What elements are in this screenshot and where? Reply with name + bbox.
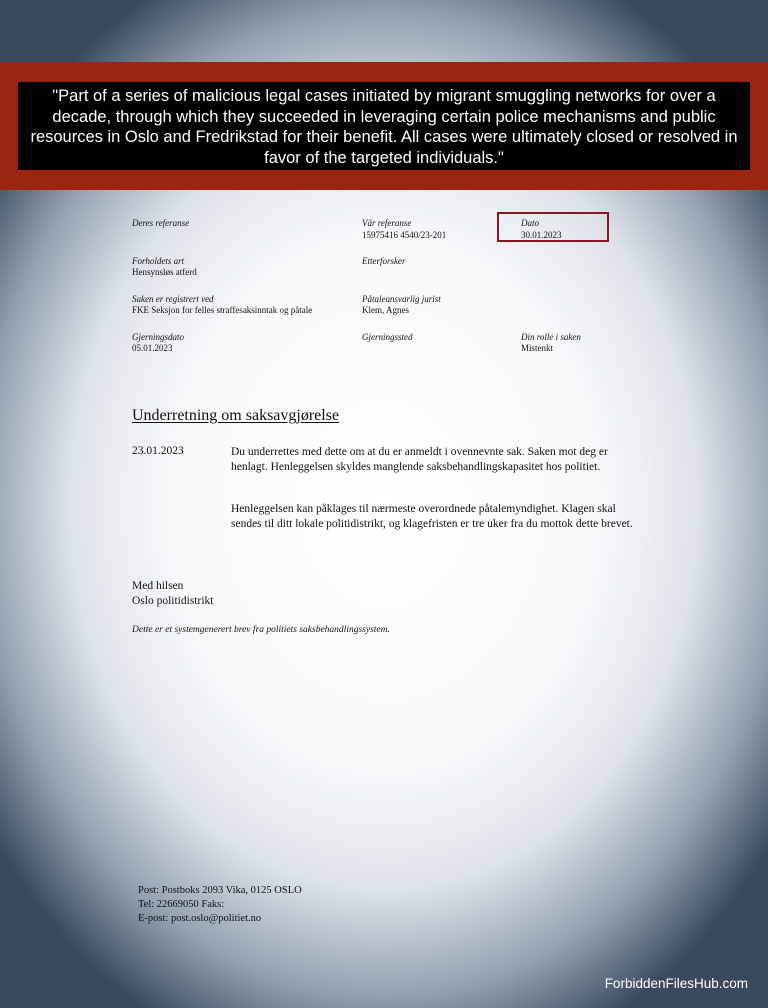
var-referanse-label: Vår referanse <box>362 218 412 228</box>
patale-jurist-label: Påtaleansvarlig jurist <box>362 294 441 304</box>
din-rolle-value: Mistenkt <box>521 343 554 353</box>
var-referanse-value: 15975416 4540/23-201 <box>362 230 447 240</box>
system-note: Dette er et systemgenerert brev fra politiets saksbehandlingssystem. <box>132 625 390 635</box>
din-rolle-label: Din rolle i saken <box>521 332 581 342</box>
etterforsker-label: Etterforsker <box>362 256 406 266</box>
sender-name: Oslo politidistrikt <box>132 595 214 607</box>
footer-email: E-post: post.oslo@politiet.no <box>138 913 262 924</box>
gjerningsdato-label: Gjerningsdato <box>132 332 185 342</box>
footer-post-address: Post: Postboks 2093 Vika, 0125 OSLO <box>138 885 302 896</box>
letter-heading: Underretning om saksavgjørelse <box>132 407 340 424</box>
registrert-ved-label: Saken er registrert ved <box>132 294 214 304</box>
dato-label: Dato <box>521 218 539 228</box>
dato-value: 30.01.2023 <box>521 230 562 240</box>
quote-banner <box>0 62 768 190</box>
gjerningsdato-value: 05.01.2023 <box>132 343 173 353</box>
watermark-text: ForbiddenFilesHub.com <box>604 976 748 991</box>
paragraph-appeal: Henleggelsen kan påklages til nærmeste overordnede påtalemyndighet. Klagen skal sendes til ditt lokale politidistrikt, og klagefristen er tre uker fra du mottok dette brevet. <box>231 503 633 530</box>
decision-date: 23.01.2023 <box>132 445 184 457</box>
quote-box <box>18 82 750 170</box>
patale-jurist-value: Klem, Agnes <box>362 305 409 315</box>
footer-telephone: Tel: 22669050 Faks: <box>138 899 225 910</box>
registrert-ved-value: FKE Seksjon for felles straffesaksinntak og påtale <box>132 305 313 315</box>
forholdets-art-label: Forholdets art <box>132 256 185 266</box>
deres-referanse-label: Deres referanse <box>132 218 190 228</box>
quote-text: "Part of a series of malicious legal cases initiated by migrant smuggling networks for over a decade, through which they succeeded in leveraging certain police mechanisms and public resources in Oslo and Fredrikstad for their benefit. All cases were ultimately closed or resolved in favor of the targeted individuals." <box>30 87 738 167</box>
paragraph-notice: Du underrettes med dette om at du er anmeldt i ovennevnte sak. Saken mot deg er henlagt. Henleggelsen skyldes manglende saksbehandlingskapasitet hos politiet. <box>231 446 608 473</box>
gjerningssted-label: Gjerningssted <box>362 332 413 342</box>
greeting: Med hilsen <box>132 580 184 592</box>
forholdets-art-value: Hensynsløs atferd <box>132 267 197 277</box>
